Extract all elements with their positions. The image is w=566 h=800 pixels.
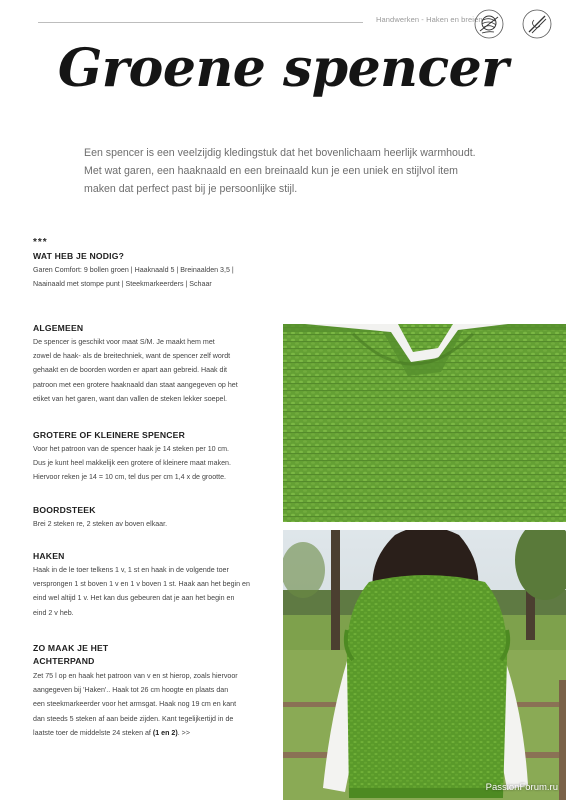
heading-boordsteek: BOORDSTEEK <box>33 505 96 515</box>
page-title: Groene spencer <box>57 38 509 99</box>
text-line <box>33 726 283 740</box>
needs-line: Garen Comfort: 9 bollen groen | Haaknaald 5 | Breinaalden 3,5 | <box>33 266 234 274</box>
text-line: eind 2 v heb. <box>33 608 74 617</box>
algemeen-text <box>33 335 278 406</box>
text-line: Brei 2 steken re, 2 steken av boven elkaar. <box>33 520 168 528</box>
text-line: Voor het patroon van de spencer haak je 14 steken per 10 cm. <box>33 445 229 453</box>
intro-paragraph: Een spencer is een veelzijdig kledingstuk dat het bovenlichaam heerlijk warmhoudt. Met wat garen, een haaknaald en een breinaald kun je een uniek en stijlvol item maken dat perfect past bij je persoonlijke stijl. <box>84 147 476 195</box>
text-run: . >> <box>177 728 190 737</box>
spencer-worn-photo <box>283 530 566 800</box>
text-line: De spencer is geschikt voor maat S/M. Je maakt hem met <box>33 338 215 346</box>
text-line: Hiervoor reken je 14 = 10 cm, tel dus per cm 1,4 x de grootte. <box>33 473 227 482</box>
zomaak-text <box>33 669 283 740</box>
needs-text <box>33 263 293 291</box>
heading-zomaak: ZO MAAK JE HET <box>33 643 109 653</box>
text-line: aangegeven bij 'Haken'.. Haak tot 26 cm hoogte en plaats dan <box>33 686 229 695</box>
knitting-needles-icon <box>522 9 552 39</box>
text-line: Dus je kunt heel makkelijk een grotere of kleinere maat maken. <box>33 459 231 468</box>
heading-achterpand: ACHTERPAND <box>33 656 95 666</box>
needs-line: Naainaald met stompe punt | Steekmarkeerders | Schaar <box>33 280 212 289</box>
heading-algemeen: ALGEMEEN <box>33 323 84 333</box>
figure-reference: (1 en 2) <box>152 728 178 737</box>
heading-needs: WAT HEB JE NODIG? <box>33 251 125 261</box>
section-stars: *** <box>33 237 48 248</box>
text-line: gehaakt en de boorden worden er apart aan gebreid. Haak dit <box>33 366 228 375</box>
text-line: Zet 75 l op en haak het patroon van v en st hierop, zoals hiervoor <box>33 672 238 680</box>
header-category-label: Handwerken - Haken en breien <box>376 15 483 24</box>
grotere-text <box>33 442 278 485</box>
header-rule <box>38 22 363 23</box>
yarn-ball-icon <box>474 9 504 39</box>
text-line: een steekmarkeerder voor het armsgat. Haak nog 19 cm en kant <box>33 700 237 709</box>
knit-closeup-photo <box>283 324 566 522</box>
text-line: etiket van het garen, want dan vallen de steken lekker soepel. <box>33 394 228 403</box>
haken-text <box>33 563 283 620</box>
text-run: laatste toer de middelste 24 steken af <box>33 728 153 737</box>
text-line: dan steeds 5 steken af aan beide zijden. Kant tegelijkertijd in de <box>33 714 234 723</box>
text-line: eind wel altijd 1 v. Het kan dus gebeuren dat je aan het begin en <box>33 594 235 603</box>
text-line: zowel de haak- als de breitechniek, want de spencer zelf wordt <box>33 352 231 361</box>
text-line: patroon met een grotere haaknaald dan staat aangegeven op het <box>33 380 238 389</box>
text-line: versprongen 1 st boven 1 v en 1 v boven 1 st. Haak aan het begin en <box>33 580 250 589</box>
heading-haken: HAKEN <box>33 551 65 561</box>
text-line: Haak in de le toer telkens 1 v, 1 st en haak in de volgende toer <box>33 566 229 574</box>
watermark: PassionForum.ru <box>485 782 558 793</box>
boordsteek-text <box>33 517 278 531</box>
heading-grotere: GROTERE OF KLEINERE SPENCER <box>33 430 185 440</box>
